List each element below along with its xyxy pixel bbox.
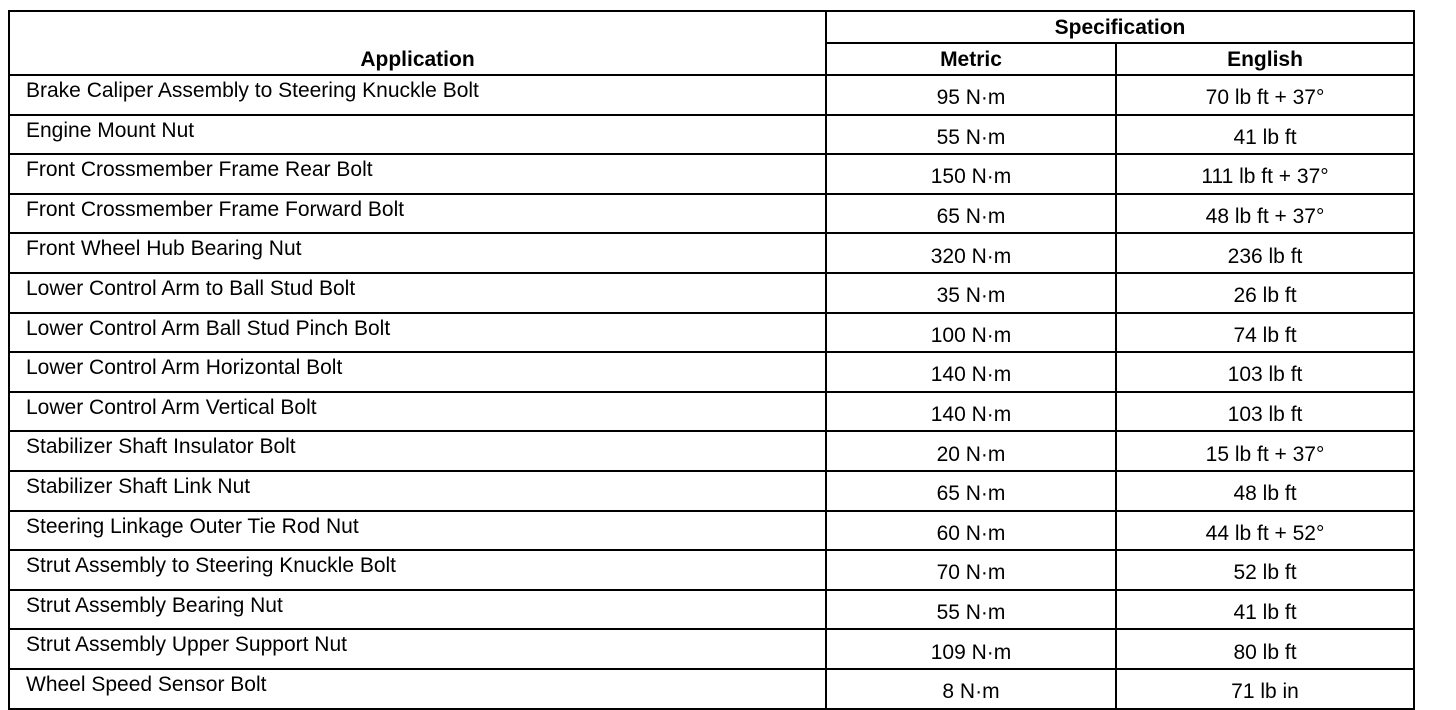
english-cell: 236 lb ft <box>1116 233 1414 273</box>
header-row-top <box>9 11 1414 43</box>
metric-cell: 140 N·m <box>826 352 1116 392</box>
application-cell: Lower Control Arm Ball Stud Pinch Bolt <box>9 313 826 353</box>
application-cell: Stabilizer Shaft Insulator Bolt <box>9 431 826 471</box>
table-row <box>9 511 1414 551</box>
english-cell: 41 lb ft <box>1116 590 1414 630</box>
application-header: Application <box>9 11 826 75</box>
table-row <box>9 550 1414 590</box>
table-row <box>9 273 1414 313</box>
application-cell: Front Crossmember Frame Forward Bolt <box>9 194 826 234</box>
english-cell: 26 lb ft <box>1116 273 1414 313</box>
table-row <box>9 590 1414 630</box>
table-row <box>9 115 1414 155</box>
metric-cell: 65 N·m <box>826 471 1116 511</box>
application-cell: Stabilizer Shaft Link Nut <box>9 471 826 511</box>
table-row <box>9 629 1414 669</box>
metric-cell: 20 N·m <box>826 431 1116 471</box>
application-cell: Lower Control Arm to Ball Stud Bolt <box>9 273 826 313</box>
english-cell: 48 lb ft <box>1116 471 1414 511</box>
table-row <box>9 194 1414 234</box>
application-cell: Strut Assembly Bearing Nut <box>9 590 826 630</box>
metric-cell: 320 N·m <box>826 233 1116 273</box>
application-cell: Strut Assembly Upper Support Nut <box>9 629 826 669</box>
table-row <box>9 352 1414 392</box>
english-cell: 80 lb ft <box>1116 629 1414 669</box>
metric-header: Metric <box>826 43 1116 75</box>
english-cell: 41 lb ft <box>1116 115 1414 155</box>
table-row <box>9 154 1414 194</box>
english-cell: 48 lb ft + 37° <box>1116 194 1414 234</box>
english-cell: 103 lb ft <box>1116 392 1414 432</box>
table-header <box>9 11 1414 75</box>
application-cell: Front Crossmember Frame Rear Bolt <box>9 154 826 194</box>
metric-cell: 95 N·m <box>826 75 1116 115</box>
metric-cell: 60 N·m <box>826 511 1116 551</box>
metric-cell: 70 N·m <box>826 550 1116 590</box>
table-row <box>9 313 1414 353</box>
metric-cell: 150 N·m <box>826 154 1116 194</box>
table-row <box>9 75 1414 115</box>
english-cell: 74 lb ft <box>1116 313 1414 353</box>
application-cell: Strut Assembly to Steering Knuckle Bolt <box>9 550 826 590</box>
application-cell: Engine Mount Nut <box>9 115 826 155</box>
table-row <box>9 233 1414 273</box>
english-cell: 44 lb ft + 52° <box>1116 511 1414 551</box>
table-body <box>9 75 1414 709</box>
english-cell: 70 lb ft + 37° <box>1116 75 1414 115</box>
metric-cell: 100 N·m <box>826 313 1116 353</box>
torque-spec-table <box>8 10 1415 710</box>
english-cell: 52 lb ft <box>1116 550 1414 590</box>
table-row <box>9 431 1414 471</box>
table-row <box>9 669 1414 709</box>
metric-cell: 8 N·m <box>826 669 1116 709</box>
english-cell: 15 lb ft + 37° <box>1116 431 1414 471</box>
metric-cell: 55 N·m <box>826 115 1116 155</box>
metric-cell: 109 N·m <box>826 629 1116 669</box>
metric-cell: 35 N·m <box>826 273 1116 313</box>
metric-cell: 65 N·m <box>826 194 1116 234</box>
english-header: English <box>1116 43 1414 75</box>
application-cell: Brake Caliper Assembly to Steering Knuckle Bolt <box>9 75 826 115</box>
application-cell: Lower Control Arm Horizontal Bolt <box>9 352 826 392</box>
application-cell: Front Wheel Hub Bearing Nut <box>9 233 826 273</box>
english-cell: 71 lb in <box>1116 669 1414 709</box>
english-cell: 111 lb ft + 37° <box>1116 154 1414 194</box>
application-cell: Steering Linkage Outer Tie Rod Nut <box>9 511 826 551</box>
application-cell: Lower Control Arm Vertical Bolt <box>9 392 826 432</box>
metric-cell: 140 N·m <box>826 392 1116 432</box>
english-cell: 103 lb ft <box>1116 352 1414 392</box>
table-row <box>9 471 1414 511</box>
table-row <box>9 392 1414 432</box>
metric-cell: 55 N·m <box>826 590 1116 630</box>
specification-header: Specification <box>826 11 1414 43</box>
application-cell: Wheel Speed Sensor Bolt <box>9 669 826 709</box>
